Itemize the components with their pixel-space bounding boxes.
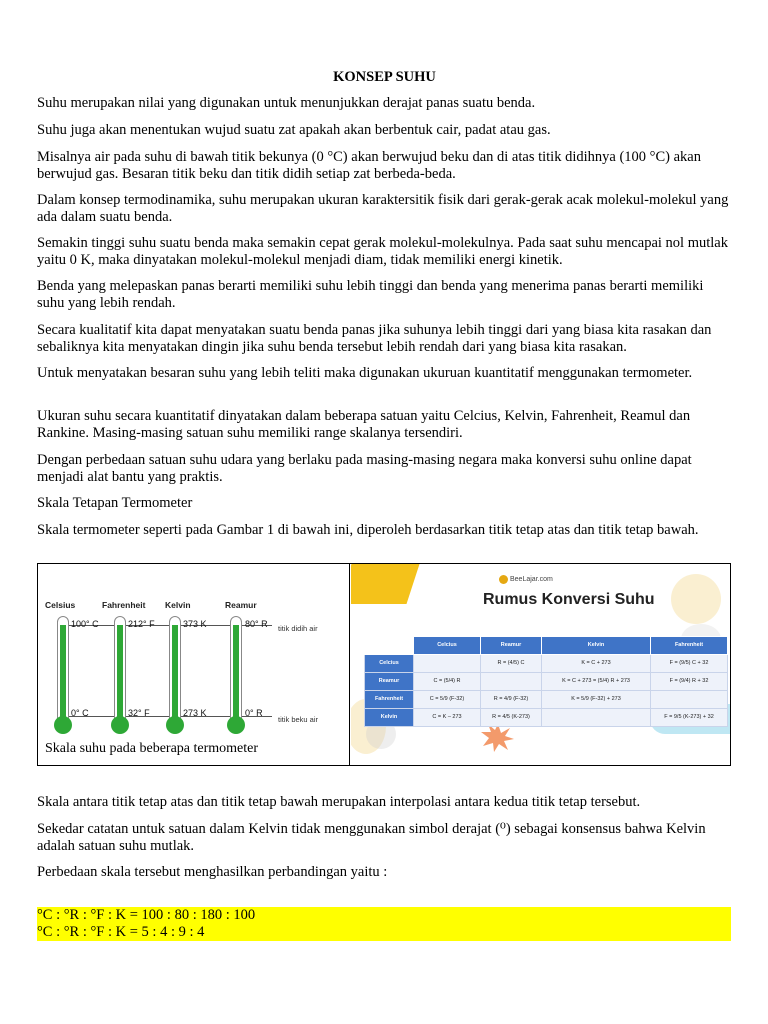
table-cell: C = 5/9 (F-32) xyxy=(414,691,481,709)
paragraph: Secara kualitatif kita dapat menyatakan suatu benda panas jika suhunya lebih tinggi dari yang biasa kita rasakan dan sebaliknya kita menyatakan dingin jika suhu benda tersebut lebih rendah dari yang biasa kita rasakan. xyxy=(37,322,712,355)
table-cell: K = 5/9 (F-32) + 273 xyxy=(542,691,651,709)
thermometer-name: Kelvin xyxy=(165,600,191,610)
thermometer-tube xyxy=(169,616,181,724)
thermometer-name: Fahrenheit xyxy=(102,600,146,610)
table-cell: F = 9/5 (K-273) + 32 xyxy=(651,709,728,727)
table-row xyxy=(365,655,728,673)
thermometer-bottom-value: 0° C xyxy=(71,708,89,718)
paragraph: Ukuran suhu secara kuantitatif dinyatakan dalam beberapa satuan yaitu Celcius, Kelvin, Fahrenheit, Reamul dan Rankine. Masing-masing satuan suhu memiliki range skalanya tersendiri. xyxy=(37,408,691,441)
highlighted-ratio-block xyxy=(37,907,731,941)
thermometer-tube xyxy=(230,616,242,724)
table-cell: R = 4/9 (F-32) xyxy=(481,691,542,709)
table-cell: C = K – 273 xyxy=(414,709,481,727)
paragraph: Untuk menyatakan besaran suhu yang lebih teliti maka digunakan ukuruan kuantitatif menggunakan termometer. xyxy=(37,365,693,381)
conversion-table xyxy=(364,636,728,727)
table-header-cell xyxy=(365,637,414,655)
figure-caption: Skala suhu pada beberapa termometer xyxy=(45,741,259,756)
thermometer-bottom-value: 32° F xyxy=(128,708,150,718)
table-row xyxy=(365,673,728,691)
ratio-line: °C : °R : °F : K = 5 : 4 : 9 : 4 xyxy=(37,924,205,940)
figure-thermometers xyxy=(37,563,731,766)
thermometer-top-value: 100° C xyxy=(71,619,99,629)
table-cell: F = (9/4) R + 32 xyxy=(651,673,728,691)
thermometer-bottom-value: 273 K xyxy=(183,708,207,718)
table-cell: K = C + 273 xyxy=(542,655,651,673)
paragraph: Dalam konsep termodinamika, suhu merupakan ukuran karaktersitik fisik dari gerak-gerak acak molekul-molekul yang ada dalam suatu benda. xyxy=(37,192,729,225)
table-cell xyxy=(414,655,481,673)
table-header-cell: Kelvin xyxy=(542,637,651,655)
thermometer-top-value: 373 K xyxy=(183,619,207,629)
table-cell: R = (4/5) C xyxy=(481,655,542,673)
paragraph: Perbedaan skala tersebut menghasilkan perbandingan yaitu : xyxy=(37,864,388,880)
thermometer-bulb xyxy=(111,716,129,734)
table-cell xyxy=(651,691,728,709)
table-row xyxy=(365,709,728,727)
thermometer-bulb xyxy=(54,716,72,734)
thermometer-top-value: 212° F xyxy=(128,619,155,629)
paragraph: Suhu merupakan nilai yang digunakan untuk menunjukkan derajat panas suatu benda. xyxy=(37,95,536,111)
ratio-line: °C : °R : °F : K = 100 : 80 : 180 : 100 xyxy=(37,907,256,923)
table-cell: R = 4/5 (K-273) xyxy=(481,709,542,727)
table-cell: F = (9/5) C + 32 xyxy=(651,655,728,673)
thermometer-bottom-value: 0° R xyxy=(245,708,263,718)
table-cell: C = (5/4) R xyxy=(414,673,481,691)
table-row-header: Kelvin xyxy=(365,709,414,727)
section-heading: Skala Tetapan Termometer xyxy=(37,495,193,511)
table-header-cell: Celcius xyxy=(414,637,481,655)
conversion-image xyxy=(351,564,730,765)
thermometer-top-value: 80° R xyxy=(245,619,268,629)
paragraph: Semakin tinggi suhu suatu benda maka semakin cepat gerak molekul-molekulnya. Pada saat suhu mencapai nol mutlak yaitu 0 K, maka dinyatakan molekul-molekul menjadi diam, tidak memiliki energi kinetik. xyxy=(37,235,728,268)
thermometer-name: Celsius xyxy=(45,600,76,610)
conversion-title: Rumus Konversi Suhu xyxy=(483,591,655,608)
table-cell xyxy=(481,673,542,691)
paragraph: Sekedar catatan untuk satuan dalam Kelvin tidak menggunakan simbol derajat (⁰) sebagai konsensus bahwa Kelvin adalah satuan suhu mutlak. xyxy=(37,821,706,854)
table-row-header: Reamur xyxy=(365,673,414,691)
bee-icon xyxy=(671,574,721,624)
freezing-point-note: titik beku air xyxy=(278,715,319,724)
paragraph: Suhu juga akan menentukan wujud suatu zat apakah akan berbentuk cair, padat atau gas. xyxy=(37,122,551,138)
table-cell: K = C + 273 = (5/4) R + 273 xyxy=(542,673,651,691)
boiling-point-note: titik didih air xyxy=(278,624,318,633)
table-row-header: Fahrenheit xyxy=(365,691,414,709)
brand-logo: BeeLajar.com xyxy=(499,571,553,588)
paragraph: Dengan perbedaan satuan suhu udara yang berlaku pada masing-masing negara maka konversi suhu online dapat menjadi alat bantu yang praktis. xyxy=(37,452,692,485)
table-header-row xyxy=(365,637,728,655)
thermometer-diagram xyxy=(38,564,350,765)
thermometer-tube xyxy=(114,616,126,724)
table-row xyxy=(365,691,728,709)
paragraph: Skala termometer seperti pada Gambar 1 di bawah ini, diperoleh berdasarkan titik tetap atas dan titik tetap bawah. xyxy=(37,522,699,538)
table-row-header: Celcius xyxy=(365,655,414,673)
table-cell xyxy=(542,709,651,727)
table-header-cell: Reamur xyxy=(481,637,542,655)
paragraph: Benda yang melepaskan panas berarti memiliki suhu lebih tinggi dan benda yang menerima panas berarti memiliki suhu yang lebih rendah. xyxy=(37,278,704,311)
table-header-cell: Fahrenheit xyxy=(651,637,728,655)
document-title: KONSEP SUHU xyxy=(333,69,436,85)
thermometer-bulb xyxy=(227,716,245,734)
thermometer-bulb xyxy=(166,716,184,734)
thermometer-name: Reamur xyxy=(225,600,257,610)
thermometer-tube xyxy=(57,616,69,724)
paragraph: Skala antara titik tetap atas dan titik tetap bawah merupakan interpolasi antara kedua titik tetap tersebut. xyxy=(37,794,641,810)
paragraph: Misalnya air pada suhu di bawah titik bekunya (0 °C) akan berwujud beku dan di atas titik didihnya (100 °C) akan berwujud gas. Besaran titik beku dan titik didih setiap zat berbeda-beda. xyxy=(37,149,701,182)
